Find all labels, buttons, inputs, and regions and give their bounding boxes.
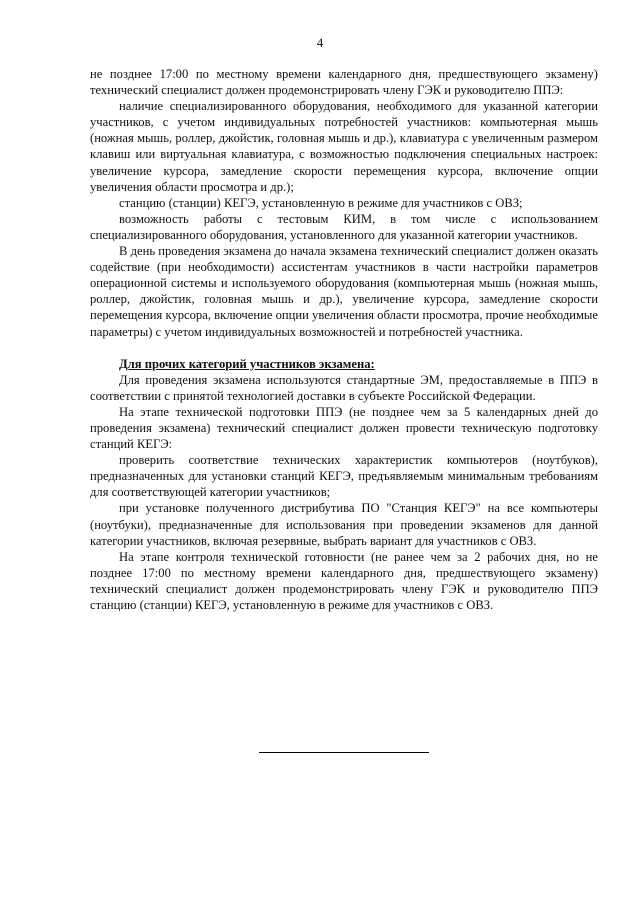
list-item-station: станцию (станции) КЕГЭ, установленную в режиме для участников с ОВЗ; <box>119 195 523 210</box>
list-item-equipment: наличие специализированного оборудования, необходимого для указанной категории участников, с учетом индивидуальных потребностей участников: компьютерная мышь (ножная мышь, роллер, джойстик, головная мышь и др.), клавиатура с увеличенным размером клавиш или виртуальная клавиатура, с возможностью подключения специальных настроек: увеличение курсора, замедление скорости перемещения курсора, включение опции увеличения области просмотра и др.); <box>90 99 598 194</box>
paragraph-standard-em: Для проведения экзамена используются стандартные ЭМ, предоставляемые в ППЭ в соответствии с принятой технологией доставки в субъекте Российской Федерации. <box>90 372 598 403</box>
list-item-install-distribution: при установке полученного дистрибутива ПО "Станция КЕГЭ" на все компьютеры (ноутбуки), предназначенные для использования при проведении экзаменов для данной категории участников, включая резервные, выбрать вариант для участников с ОВЗ. <box>90 501 598 548</box>
paragraph-readiness-control: На этапе контроля технической готовности (не ранее чем за 2 рабочих дня, но не позднее 17:00 по местному времени календарного дня, предшествующего экзамену) технический специалист должен продемонстрировать члену ГЭК и руководителю ППЭ станцию (станции) КЕГЭ, установленную в режиме для участников с ОВЗ. <box>90 549 598 612</box>
page-number: 4 <box>316 35 324 50</box>
paragraph-continuation: не позднее 17:00 по местному времени календарного дня, предшествующего экзамену) технический специалист должен продемонстрировать члену ГЭК и руководителю ППЭ: <box>90 67 598 98</box>
list-item-test-kim: возможность работы с тестовым КИМ, в том числе с использованием специализированного оборудования, установленного для указанной категории участников. <box>90 211 598 242</box>
document-body <box>90 66 598 613</box>
paragraph-exam-day: В день проведения экзамена до начала экзамена технический специалист должен оказать содействие (при необходимости) ассистентам участников в части настройки параметров операционной системы и используемого оборудования (компьютерная мышь (ножная мышь, роллер, джойстик, головная мышь и др.), увеличение курсора, замедление скорости перемещения курсора, включение опции увеличения области просмотра, прочие необходимые параметры) с учетом индивидуальных возможностей и потребностей участника. <box>90 244 598 339</box>
section-heading: Для прочих категорий участников экзамена: <box>119 356 375 371</box>
paragraph-technical-preparation: На этапе технической подготовки ППЭ (не позднее чем за 5 календарных дней до проведения экзамена) технический специалист должен провести техническую подготовку станций КЕГЭ: <box>90 404 598 452</box>
end-separator-line <box>259 752 429 753</box>
list-item-check-specs: проверить соответствие технических характеристик компьютеров (ноутбуков), предназначенных для установки станций КЕГЭ, предъявляемым минимальным требованиям для соответствующей категории участников; <box>90 453 598 500</box>
